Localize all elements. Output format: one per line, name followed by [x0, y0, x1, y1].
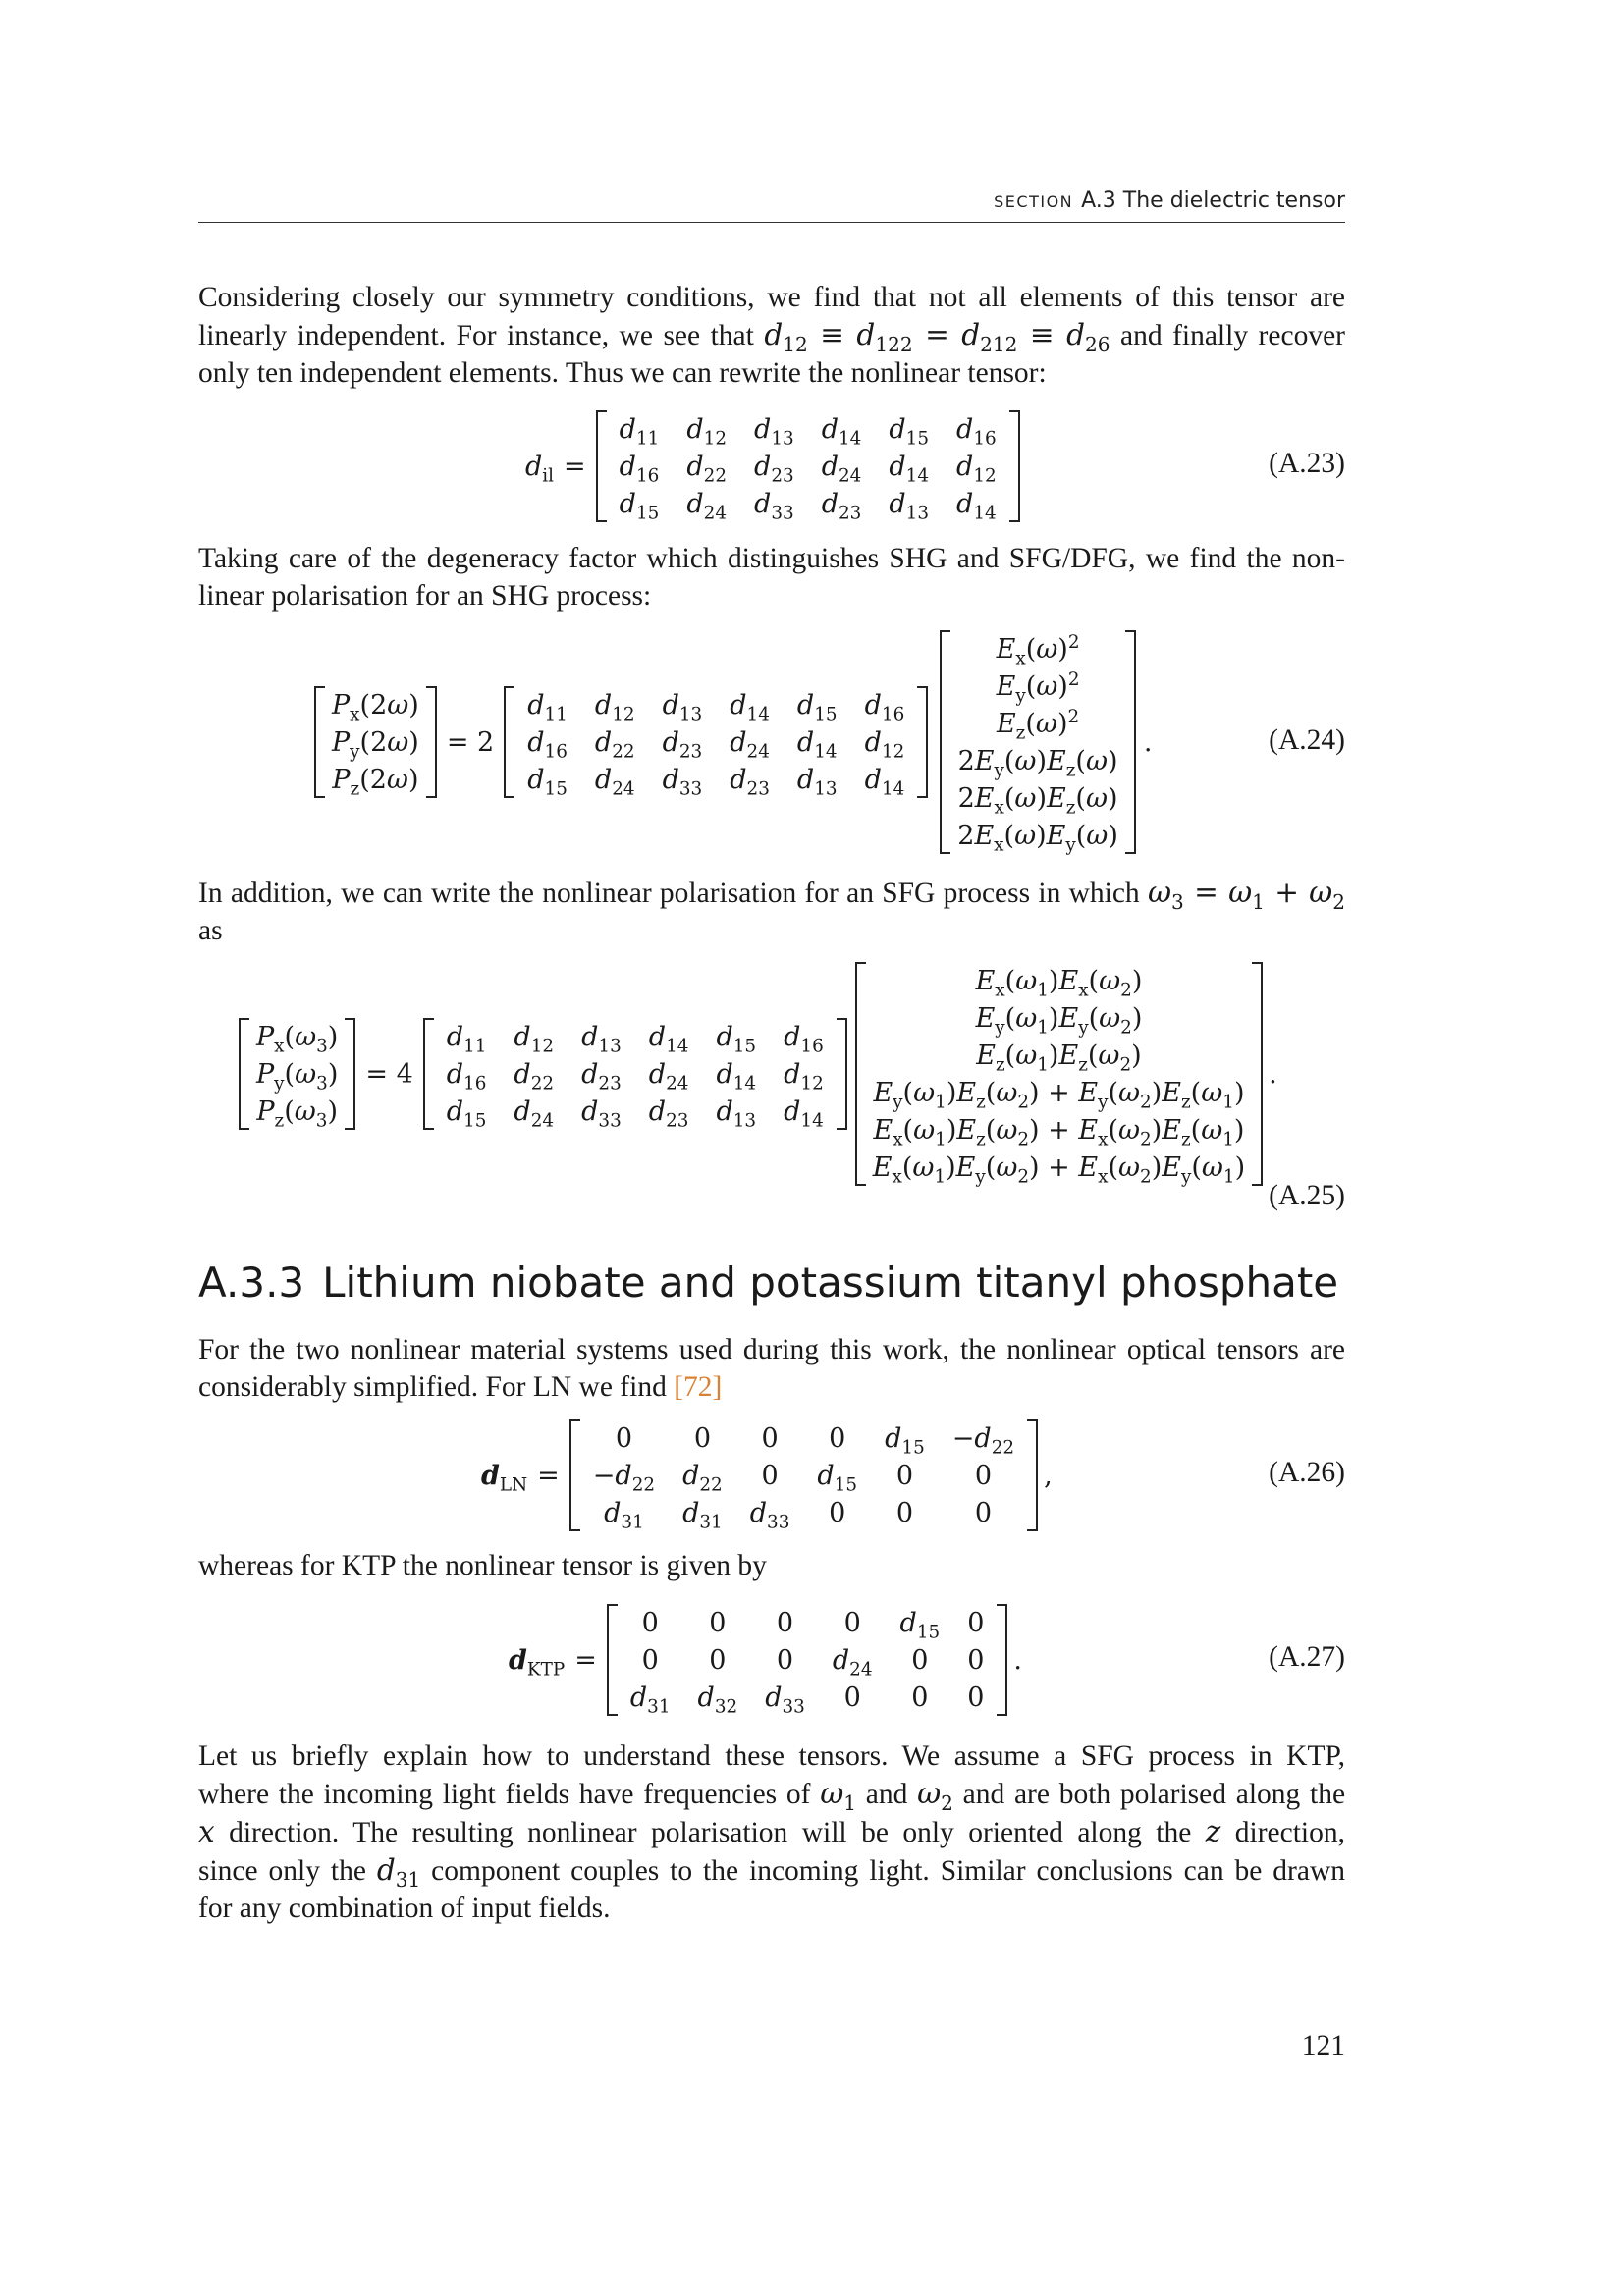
para4-line2	[198, 1368, 1345, 1406]
eq-a23-lhs: $d_{il}$	[525, 451, 555, 486]
subsection-title: Lithium niobate and potassium titanyl phosphate	[322, 1258, 1339, 1307]
matrix-d-ktp: 0 0 0 0 $d_{15}$ 0 0 0 0 $d_{24}$ 0 0 $d_{31}$ $d_{32}$ $d_{33}$ 0 0 0	[607, 1604, 1008, 1716]
para6-line5: for any combination of input fields.	[198, 1893, 611, 1924]
para6-line2a: where the incoming light fields have frequencies of	[198, 1779, 811, 1810]
section-word: SECTION	[994, 192, 1074, 211]
para6-line4a: since only the	[198, 1855, 366, 1887]
para6-line4	[198, 1851, 1345, 1890]
vector-p-omega3: $P_x(\omega_3)$ $P_y(\omega_3)$ $P_z(\omega_3)$	[239, 1018, 355, 1130]
equation-label-a25: (A.25)	[1269, 1180, 1345, 1211]
paragraph-symmetry	[198, 279, 1345, 392]
para6-line4b: component couples to the incoming light. Similar conclusions can be drawn	[431, 1855, 1346, 1887]
para4-line1: For the two nonlinear material systems used during this work, the nonlinear optical tensors are	[198, 1334, 1345, 1365]
citation-link[interactable]: [72]	[674, 1371, 723, 1403]
equation-a24: $P_x(2\omega)$ $P_y(2\omega)$ $P_z(2\omega)$ = 2 $d_{11}$ $d_{12}$ $d_{13}$ $d_{14}$ $d_{15}$ $d_{16}$ $d_{16}$ $d_{22}$ $d_{23}$ $d_{24}$ $d_{14}$ $d_{12}$ $d_{15}$ $d_{24}$ $d_{33}$ $d_{23}$ $d_{13}$ $d_{14}$ $E_x(\omega)^2$ $E_y(\omega)^2$ $E_z(\omega)^2$ $2E_y(\omega)E_z(\omega)$ $2E_x(\omega)E_z(\omega)$ $2E_x(\omega)E_y(\omega)$ .	[314, 630, 1162, 854]
vector-p-2omega: $P_x(2\omega)$ $P_y(2\omega)$ $P_z(2\omega)$	[314, 686, 437, 798]
inline-math-x: x	[198, 1815, 215, 1848]
equation-label-a24: (A.24)	[1269, 724, 1345, 756]
paragraph-degeneracy	[198, 540, 1345, 614]
paragraph-ln-ktp	[198, 1331, 1345, 1406]
inline-math-d31: $d_{31}$	[376, 1853, 421, 1892]
equation-a26: $d_{LN}$ = 0 0 0 0 $d_{15}$ $-d_{22}$ $-d_{22}$ $d_{22}$ 0 $d_{15}$ 0 0 $d_{31}$ $d_{31}$ $d_{33}$ 0 0 0 ,	[481, 1419, 1062, 1531]
para4-line2-text: considerably simplified. For LN we find	[198, 1371, 667, 1403]
paragraph-sfg	[198, 874, 1345, 949]
para6-line2b: and	[865, 1779, 908, 1810]
equation-a25: $P_x(\omega_3)$ $P_y(\omega_3)$ $P_z(\omega_3)$ = 4 $d_{11}$ $d_{12}$ $d_{13}$ $d_{14}$ $d_{15}$ $d_{16}$ $d_{16}$ $d_{22}$ $d_{23}$ $d_{24}$ $d_{14}$ $d_{12}$ $d_{15}$ $d_{24}$ $d_{33}$ $d_{23}$ $d_{13}$ $d_{14}$ $E_x(\omega_1)E_x(\omega_2)$ $E_y(\omega_1)E_y(\omega_2)$ $E_z(\omega_1)E_z(\omega_2)$ $E_y(\omega_1)E_z(\omega_2) + E_y(\omega_2)E_z(\omega_1)$ $E_x(\omega_1)E_z(\omega_2) + E_x(\omega_2)E_z(\omega_1)$ $E_x(\omega_1)E_y(\omega_2) + E_x(\omega_2)E_y(\omega_1)$ .	[239, 962, 1287, 1186]
equation-a27: $d_{KTP}$ = 0 0 0 0 $d_{15}$ 0 0 0 0 $d_{24}$ 0 0 $d_{31}$ $d_{32}$ $d_{33}$ 0 0 0 .	[509, 1604, 1032, 1716]
para2-line2: linear polarisation for an SHG process:	[198, 580, 652, 612]
para6-line1: Let us briefly explain how to understand these tensors. We assume a SFG process in KTP,	[198, 1740, 1345, 1772]
para3-line1	[198, 874, 1345, 912]
para3-line1-text: In addition, we can write the nonlinear polarisation for an SFG process in which	[198, 878, 1140, 909]
inline-math-omega3: $\omega_3 = \omega_1 + \omega_2$	[1147, 876, 1346, 914]
para6-line2c: and are both polarised along the	[962, 1779, 1346, 1810]
para1-line3: only ten independent elements. Thus we can rewrite the nonlinear tensor:	[198, 357, 1047, 389]
para6-line2	[198, 1775, 1345, 1813]
inline-math-z: z	[1205, 1815, 1221, 1848]
page-number: 121	[1301, 2030, 1345, 2061]
header-rule	[198, 222, 1345, 223]
para1-line1: Considering closely our symmetry conditions, we find that not all elements of this tensor are	[198, 282, 1345, 313]
inline-math-equivalence: $d_{12} \equiv d_{122} = d_{212} \equiv d_{26}$	[764, 318, 1110, 356]
para2-line1: Taking care of the degeneracy factor which distinguishes SHG and SFG/DFG, we find the non-	[198, 543, 1345, 574]
inline-math-omega2: $\omega_2$	[917, 1777, 953, 1815]
equation-label-a27: (A.27)	[1269, 1641, 1345, 1673]
matrix-d-shg: $d_{11}$ $d_{12}$ $d_{13}$ $d_{14}$ $d_{15}$ $d_{16}$ $d_{16}$ $d_{22}$ $d_{23}$ $d_{24}$ $d_{14}$ $d_{12}$ $d_{15}$ $d_{24}$ $d_{33}$ $d_{23}$ $d_{13}$ $d_{14}$	[504, 686, 928, 798]
section-title: A.3 The dielectric tensor	[1081, 188, 1345, 213]
subsection-heading	[198, 1258, 1338, 1307]
para3-line2: as	[198, 915, 223, 946]
para6-line3a: direction. The resulting nonlinear polarisation will be only oriented along the	[229, 1817, 1192, 1848]
equation-a23: $d_{il}$ = $d_{11}$ $d_{12}$ $d_{13}$ $d_{14}$ $d_{15}$ $d_{16}$ $d_{16}$ $d_{22}$ $d_{23}$ $d_{24}$ $d_{14}$ $d_{12}$ $d_{15}$ $d_{24}$ $d_{33}$ $d_{23}$ $d_{13}$ $d_{14}$	[525, 410, 1020, 522]
eq-a27-lhs: $d_{KTP}$	[509, 1644, 566, 1680]
vector-e-sfg: $E_x(\omega_1)E_x(\omega_2)$ $E_y(\omega_1)E_y(\omega_2)$ $E_z(\omega_1)E_z(\omega_2)$ $E_y(\omega_1)E_z(\omega_2) + E_y(\omega_2)E_z(\omega_1)$ $E_x(\omega_1)E_z(\omega_2) + E_x(\omega_2)E_z(\omega_1)$ $E_x(\omega_1)E_y(\omega_2) + E_x(\omega_2)E_y(\omega_1)$	[855, 962, 1263, 1186]
vector-e-shg: $E_x(\omega)^2$ $E_y(\omega)^2$ $E_z(\omega)^2$ $2E_y(\omega)E_z(\omega)$ $2E_x(\omega)E_z(\omega)$ $2E_x(\omega)E_y(\omega)$	[940, 630, 1136, 854]
paragraph-explanation	[198, 1737, 1345, 1927]
eq-a26-lhs: $d_{LN}$	[481, 1460, 528, 1495]
subsection-number: A.3.3	[198, 1258, 305, 1307]
matrix-d-il: $d_{11}$ $d_{12}$ $d_{13}$ $d_{14}$ $d_{15}$ $d_{16}$ $d_{16}$ $d_{22}$ $d_{23}$ $d_{24}$ $d_{14}$ $d_{12}$ $d_{15}$ $d_{24}$ $d_{33}$ $d_{23}$ $d_{13}$ $d_{14}$	[596, 410, 1020, 522]
running-head	[198, 188, 1345, 213]
para6-line3b: direction,	[1234, 1817, 1345, 1848]
para6-line3	[198, 1813, 1345, 1851]
para1-line2	[198, 316, 1345, 354]
inline-math-omega1: $\omega_1$	[820, 1777, 857, 1815]
paragraph-ktp	[198, 1547, 1345, 1584]
matrix-d-sfg: $d_{11}$ $d_{12}$ $d_{13}$ $d_{14}$ $d_{15}$ $d_{16}$ $d_{16}$ $d_{22}$ $d_{23}$ $d_{24}$ $d_{14}$ $d_{12}$ $d_{15}$ $d_{24}$ $d_{33}$ $d_{23}$ $d_{13}$ $d_{14}$	[423, 1018, 847, 1130]
equation-label-a26: (A.26)	[1269, 1457, 1345, 1488]
equation-label-a23: (A.23)	[1269, 448, 1345, 479]
para1-line2a: linearly independent. For instance, we see that	[198, 320, 754, 351]
para1-line2b: and finally recover	[1120, 320, 1345, 351]
matrix-d-ln: 0 0 0 0 $d_{15}$ $-d_{22}$ $-d_{22}$ $d_{22}$ 0 $d_{15}$ 0 0 $d_{31}$ $d_{31}$ $d_{33}$ 0 0 0	[569, 1419, 1038, 1531]
para5-line1: whereas for KTP the nonlinear tensor is given by	[198, 1550, 767, 1581]
